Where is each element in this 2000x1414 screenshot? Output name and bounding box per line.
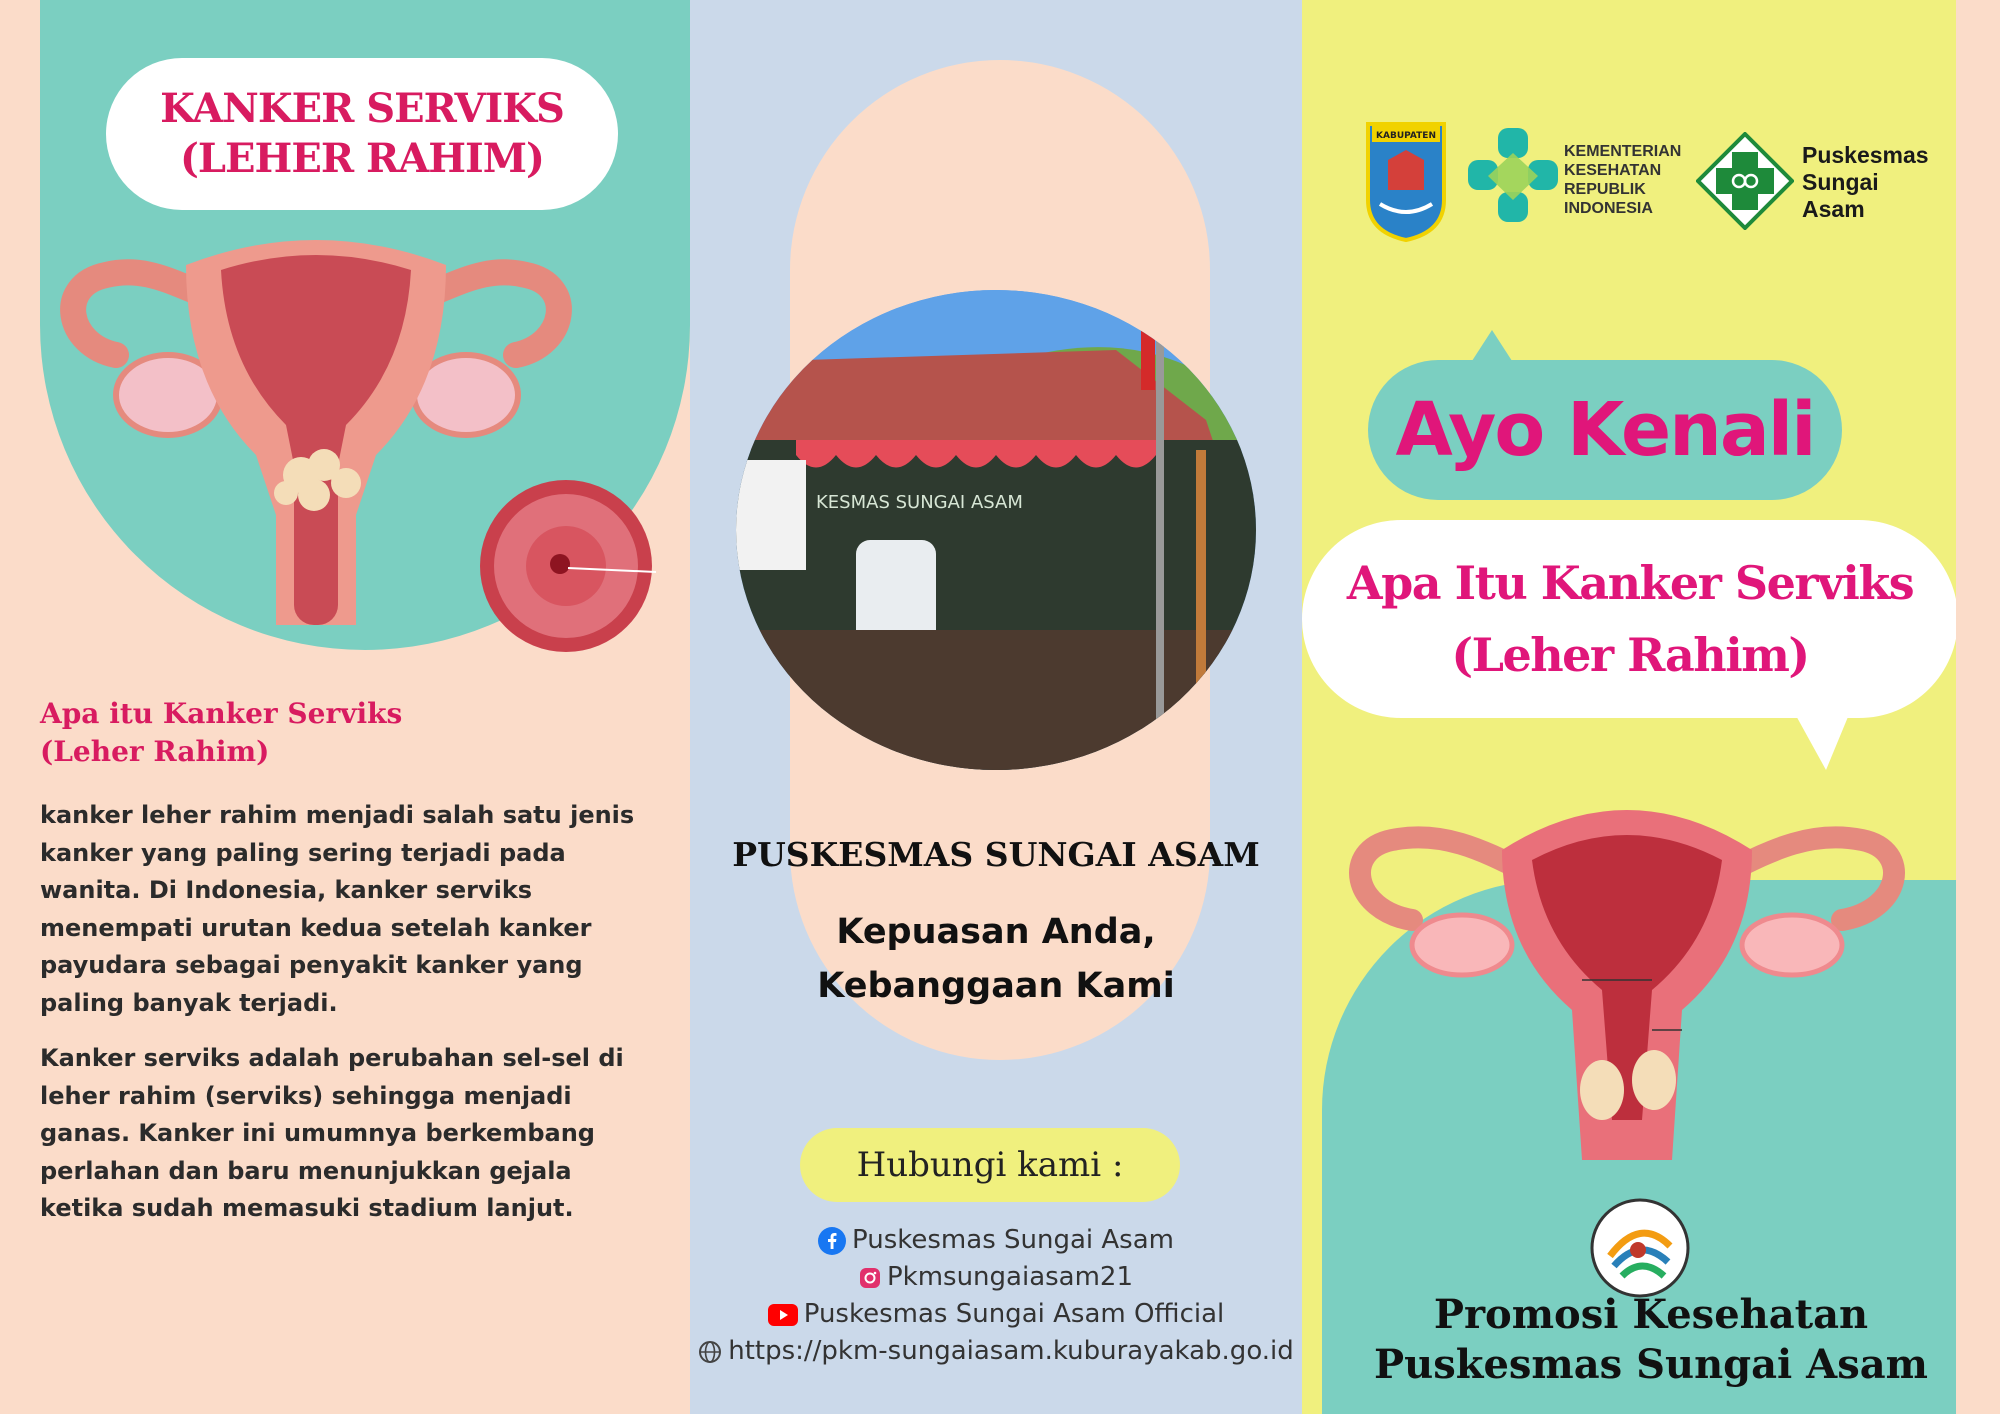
apa-line-2: (Leher Rahim) <box>1451 628 1809 682</box>
title-line-1: KANKER SERVIKS <box>160 85 564 132</box>
kemkes-text <box>1564 142 1681 218</box>
tagline <box>690 905 1302 1013</box>
text-line: Puskesmas <box>1802 142 1929 168</box>
contact-facebook[interactable] <box>690 1225 1302 1255</box>
tagline-line-1: Kepuasan Anda, <box>836 912 1156 952</box>
promo-line-1: Promosi Kesehatan <box>1433 1291 1869 1338</box>
building-photo <box>736 290 1256 770</box>
bubble-pointer-down-icon <box>1794 712 1850 770</box>
globe-icon <box>698 1340 722 1364</box>
apa-line-1: Apa Itu Kanker Serviks <box>1346 556 1914 610</box>
text-line: REPUBLIK <box>1564 181 1646 198</box>
facebook-icon <box>818 1227 846 1255</box>
paragraph-1 <box>40 797 640 1022</box>
instagram-icon <box>859 1267 881 1289</box>
text-line: Sungai <box>1802 169 1879 195</box>
kemkes-logo-icon <box>1468 128 1558 224</box>
left-panel <box>0 0 690 1414</box>
puskesmas-logo-icon <box>1696 132 1794 230</box>
contact-instagram[interactable] <box>690 1262 1302 1292</box>
heading-line-2: (Leher Rahim) <box>40 735 270 768</box>
bubble-pointer-up-icon <box>1470 330 1514 364</box>
tagline-line-2: Kebanggaan Kami <box>817 966 1175 1006</box>
text-line: Kanker serviks adalah perubahan sel-sel di <box>40 1044 624 1072</box>
text-line: menempati urutan kedua setelah kanker <box>40 913 592 942</box>
promo-line-2: Puskesmas Sungai Asam <box>1374 1341 1928 1388</box>
promkes-logo-icon <box>1588 1196 1692 1300</box>
promo-title <box>1302 1290 2000 1390</box>
text-line: INDONESIA <box>1564 200 1653 217</box>
text-line: KEMENTERIAN <box>1564 143 1682 160</box>
heading-line-1: Apa itu Kanker Serviks <box>40 697 403 730</box>
building-sign: KESMAS SUNGAI ASAM <box>816 492 1023 513</box>
text-line: leher rahim (serviks) sehingga menjadi <box>40 1081 572 1110</box>
youtube-text: Puskesmas Sungai Asam Official <box>803 1299 1225 1329</box>
center-panel <box>690 0 1302 1414</box>
website-text: https://pkm-sungaiasam.kuburayakab.go.id <box>728 1336 1294 1366</box>
kabupaten-logo-icon <box>1364 120 1448 242</box>
text-line: Asam <box>1802 196 1865 222</box>
contact-label-pill <box>800 1128 1180 1202</box>
uterus-diagram-illustration <box>1332 790 1922 1170</box>
text-line: wanita. Di Indonesia, kanker serviks <box>40 876 533 904</box>
contact-youtube[interactable] <box>690 1299 1302 1329</box>
paragraph-2 <box>40 1040 640 1228</box>
text-line: paling banyak terjadi. <box>40 988 338 1017</box>
facebook-text: Puskesmas Sungai Asam <box>852 1225 1174 1255</box>
instagram-text: Pkmsungaiasam21 <box>886 1262 1134 1292</box>
text-line: kanker leher rahim menjadi salah satu jenis <box>40 801 635 829</box>
text-line: perlahan dan baru menunjukkan gejala <box>40 1156 572 1185</box>
contact-website[interactable] <box>690 1336 1302 1366</box>
apa-itu-bubble <box>1302 520 1958 718</box>
center-title: PUSKESMAS SUNGAI ASAM <box>732 835 1260 874</box>
text-line: ganas. Kanker ini umumnya berkembang <box>40 1119 595 1147</box>
text-line: kanker yang paling sering terjadi pada <box>40 838 566 867</box>
right-panel <box>1302 0 2000 1414</box>
title-line-2: (LEHER RAHIM) <box>180 135 544 182</box>
youtube-icon <box>768 1304 798 1326</box>
kab-logo-text: KABUPATEN <box>1376 131 1436 141</box>
text-line: KESEHATAN <box>1564 162 1662 179</box>
text-line: payudara sebagai penyakit kanker yang <box>40 951 583 979</box>
cervix-closeup-icon <box>476 476 656 656</box>
text-line: ketika sudah memasuki stadium lanjut. <box>40 1194 574 1222</box>
section-heading <box>40 695 600 771</box>
puskesmas-text <box>1802 142 1929 223</box>
title-pill <box>106 58 618 210</box>
ayo-kenali-pill: Ayo Kenali <box>1368 360 1842 500</box>
contact-label: Hubungi kami : <box>856 1145 1124 1185</box>
